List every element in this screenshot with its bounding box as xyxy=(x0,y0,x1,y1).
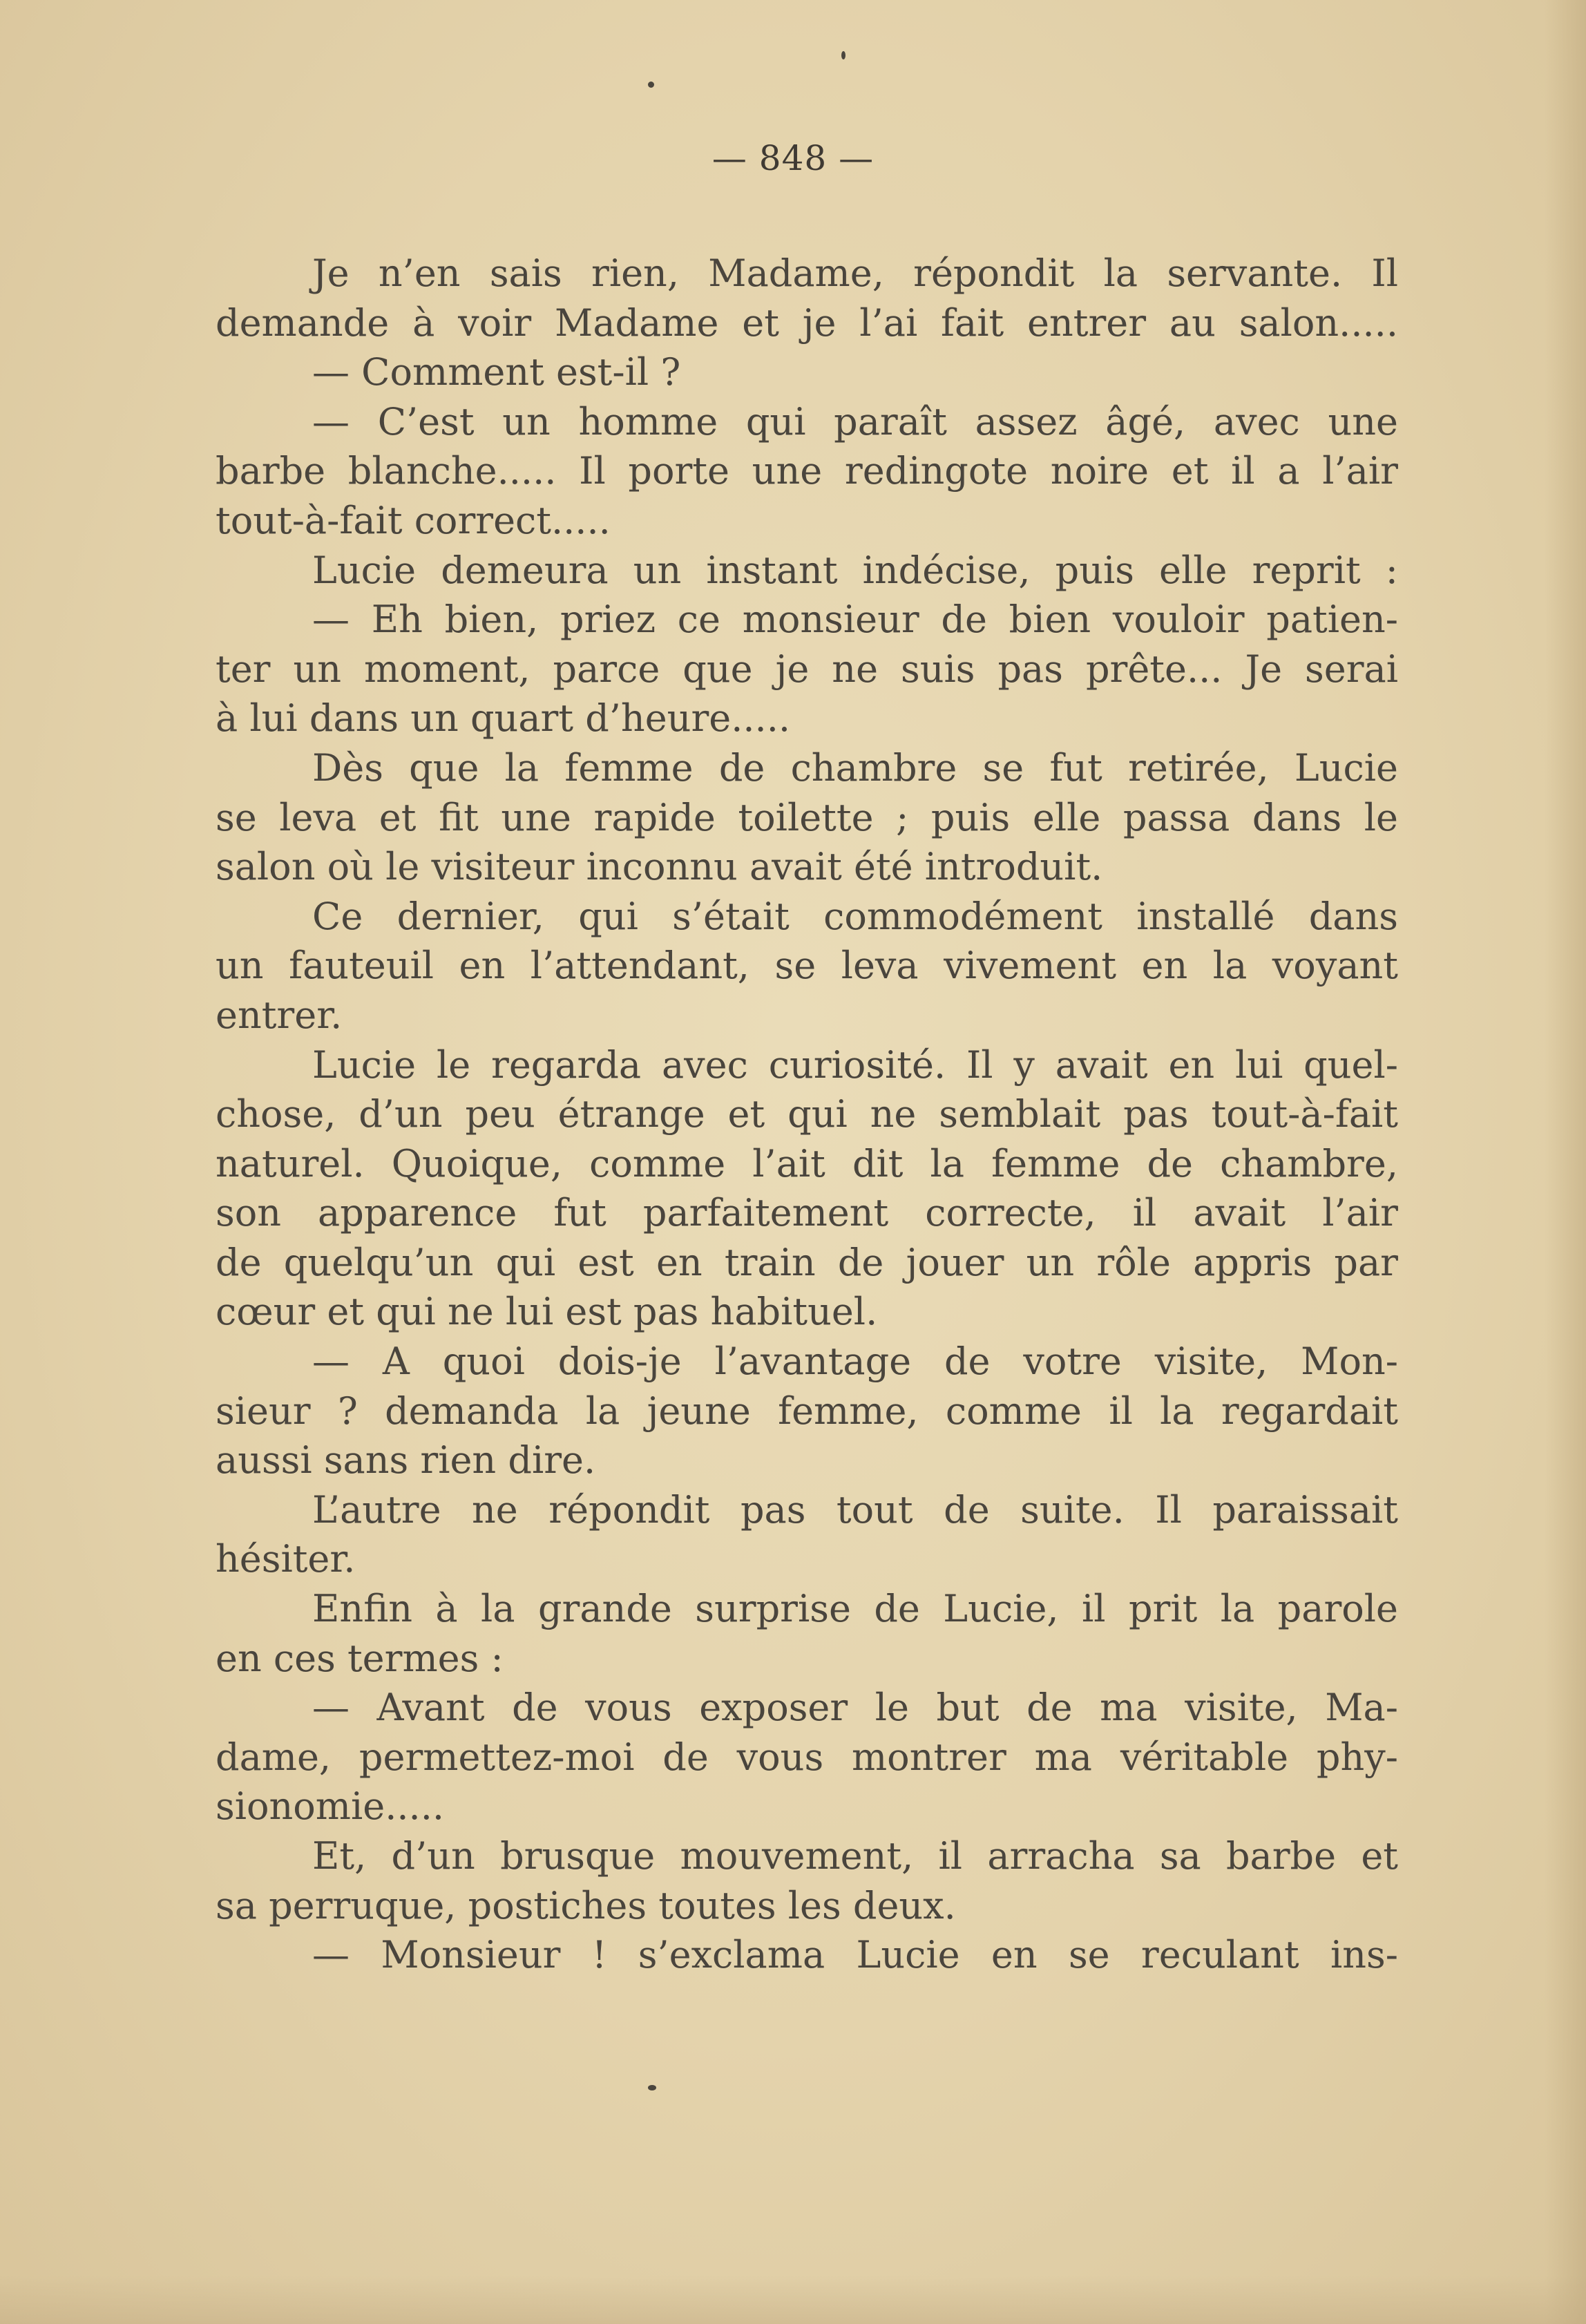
text-line: sieur ? demanda la jeune femme, comme il la regardait xyxy=(216,1389,1398,1433)
page-bottom-shadow xyxy=(0,2276,1586,2324)
text-line: son apparence fut parfaitement correcte, il avait l’air xyxy=(216,1191,1398,1235)
page-number: — 848 — xyxy=(711,138,875,178)
text-line: en ces termes : xyxy=(216,1636,504,1680)
text-line: sa perruque, postiches toutes les deux. xyxy=(216,1883,956,1927)
text-line: Lucie demeura un instant indécise, puis elle reprit : xyxy=(312,548,1398,592)
text-line: hésiter. xyxy=(216,1537,356,1581)
text-line: — Avant de vous exposer le but de ma visite, Ma- xyxy=(312,1686,1398,1730)
text-line: — Comment est-il ? xyxy=(312,350,681,394)
ink-speck xyxy=(648,82,654,88)
text-line: entrer. xyxy=(216,993,343,1037)
text-line: dame, permettez-moi de vous montrer ma véritable phy- xyxy=(216,1735,1398,1779)
text-line: Et, d’un brusque mouvement, il arracha sa barbe et xyxy=(312,1834,1398,1878)
text-line: — A quoi dois-je l’avantage de votre visite, Mon- xyxy=(312,1340,1398,1384)
text-line: Je n’en sais rien, Madame, répondit la servante. Il xyxy=(312,251,1398,295)
text-line: — Eh bien, priez ce monsieur de bien vouloir patien- xyxy=(312,598,1398,642)
text-line: chose, d’un peu étrange et qui ne semblait pas tout-à-fait xyxy=(216,1092,1398,1136)
body-text xyxy=(216,249,1398,1980)
ink-speck xyxy=(648,2085,656,2090)
text-line: salon où le visiteur inconnu avait été introduit. xyxy=(216,845,1103,889)
text-line: Enfin à la grande surprise de Lucie, il prit la parole xyxy=(312,1587,1398,1631)
page-edge-shadow xyxy=(1545,0,1586,2324)
text-line: Ce dernier, qui s’était commodément installé dans xyxy=(312,894,1398,938)
ink-speck xyxy=(841,51,845,59)
text-line: à lui dans un quart d’heure..... xyxy=(216,696,791,741)
text-line: sionomie..... xyxy=(216,1784,445,1829)
text-line: de quelqu’un qui est en train de jouer un rôle appris par xyxy=(216,1240,1398,1284)
text-line: demande à voir Madame et je l’ai fait entrer au salon..... xyxy=(216,301,1398,345)
text-line: cœur et qui ne lui est pas habituel. xyxy=(216,1290,878,1334)
text-line: — C’est un homme qui paraît assez âgé, avec une xyxy=(312,399,1398,444)
text-line: ter un moment, parce que je ne suis pas prête... Je serai xyxy=(216,647,1398,691)
text-line: aussi sans rien dire. xyxy=(216,1438,596,1483)
text-line: se leva et fit une rapide toilette ; puis elle passa dans le xyxy=(216,795,1398,839)
text-line: barbe blanche..... Il porte une redingote noire et il a l’air xyxy=(216,449,1398,493)
text-line: un fauteuil en l’attendant, se leva vivement en la voyant xyxy=(216,944,1398,988)
text-line: tout-à-fait correct..... xyxy=(216,498,611,542)
text-line: — Monsieur ! s’exclama Lucie en se reculant ins- xyxy=(312,1933,1398,1977)
text-line: Dès que la femme de chambre se fut retirée, Lucie xyxy=(312,745,1398,790)
text-line: Lucie le regarda avec curiosité. Il y avait en lui quel- xyxy=(312,1042,1398,1087)
text-line: L’autre ne répondit pas tout de suite. Il paraissait xyxy=(312,1487,1398,1532)
text-line: naturel. Quoique, comme l’ait dit la femme de chambre, xyxy=(216,1141,1398,1185)
